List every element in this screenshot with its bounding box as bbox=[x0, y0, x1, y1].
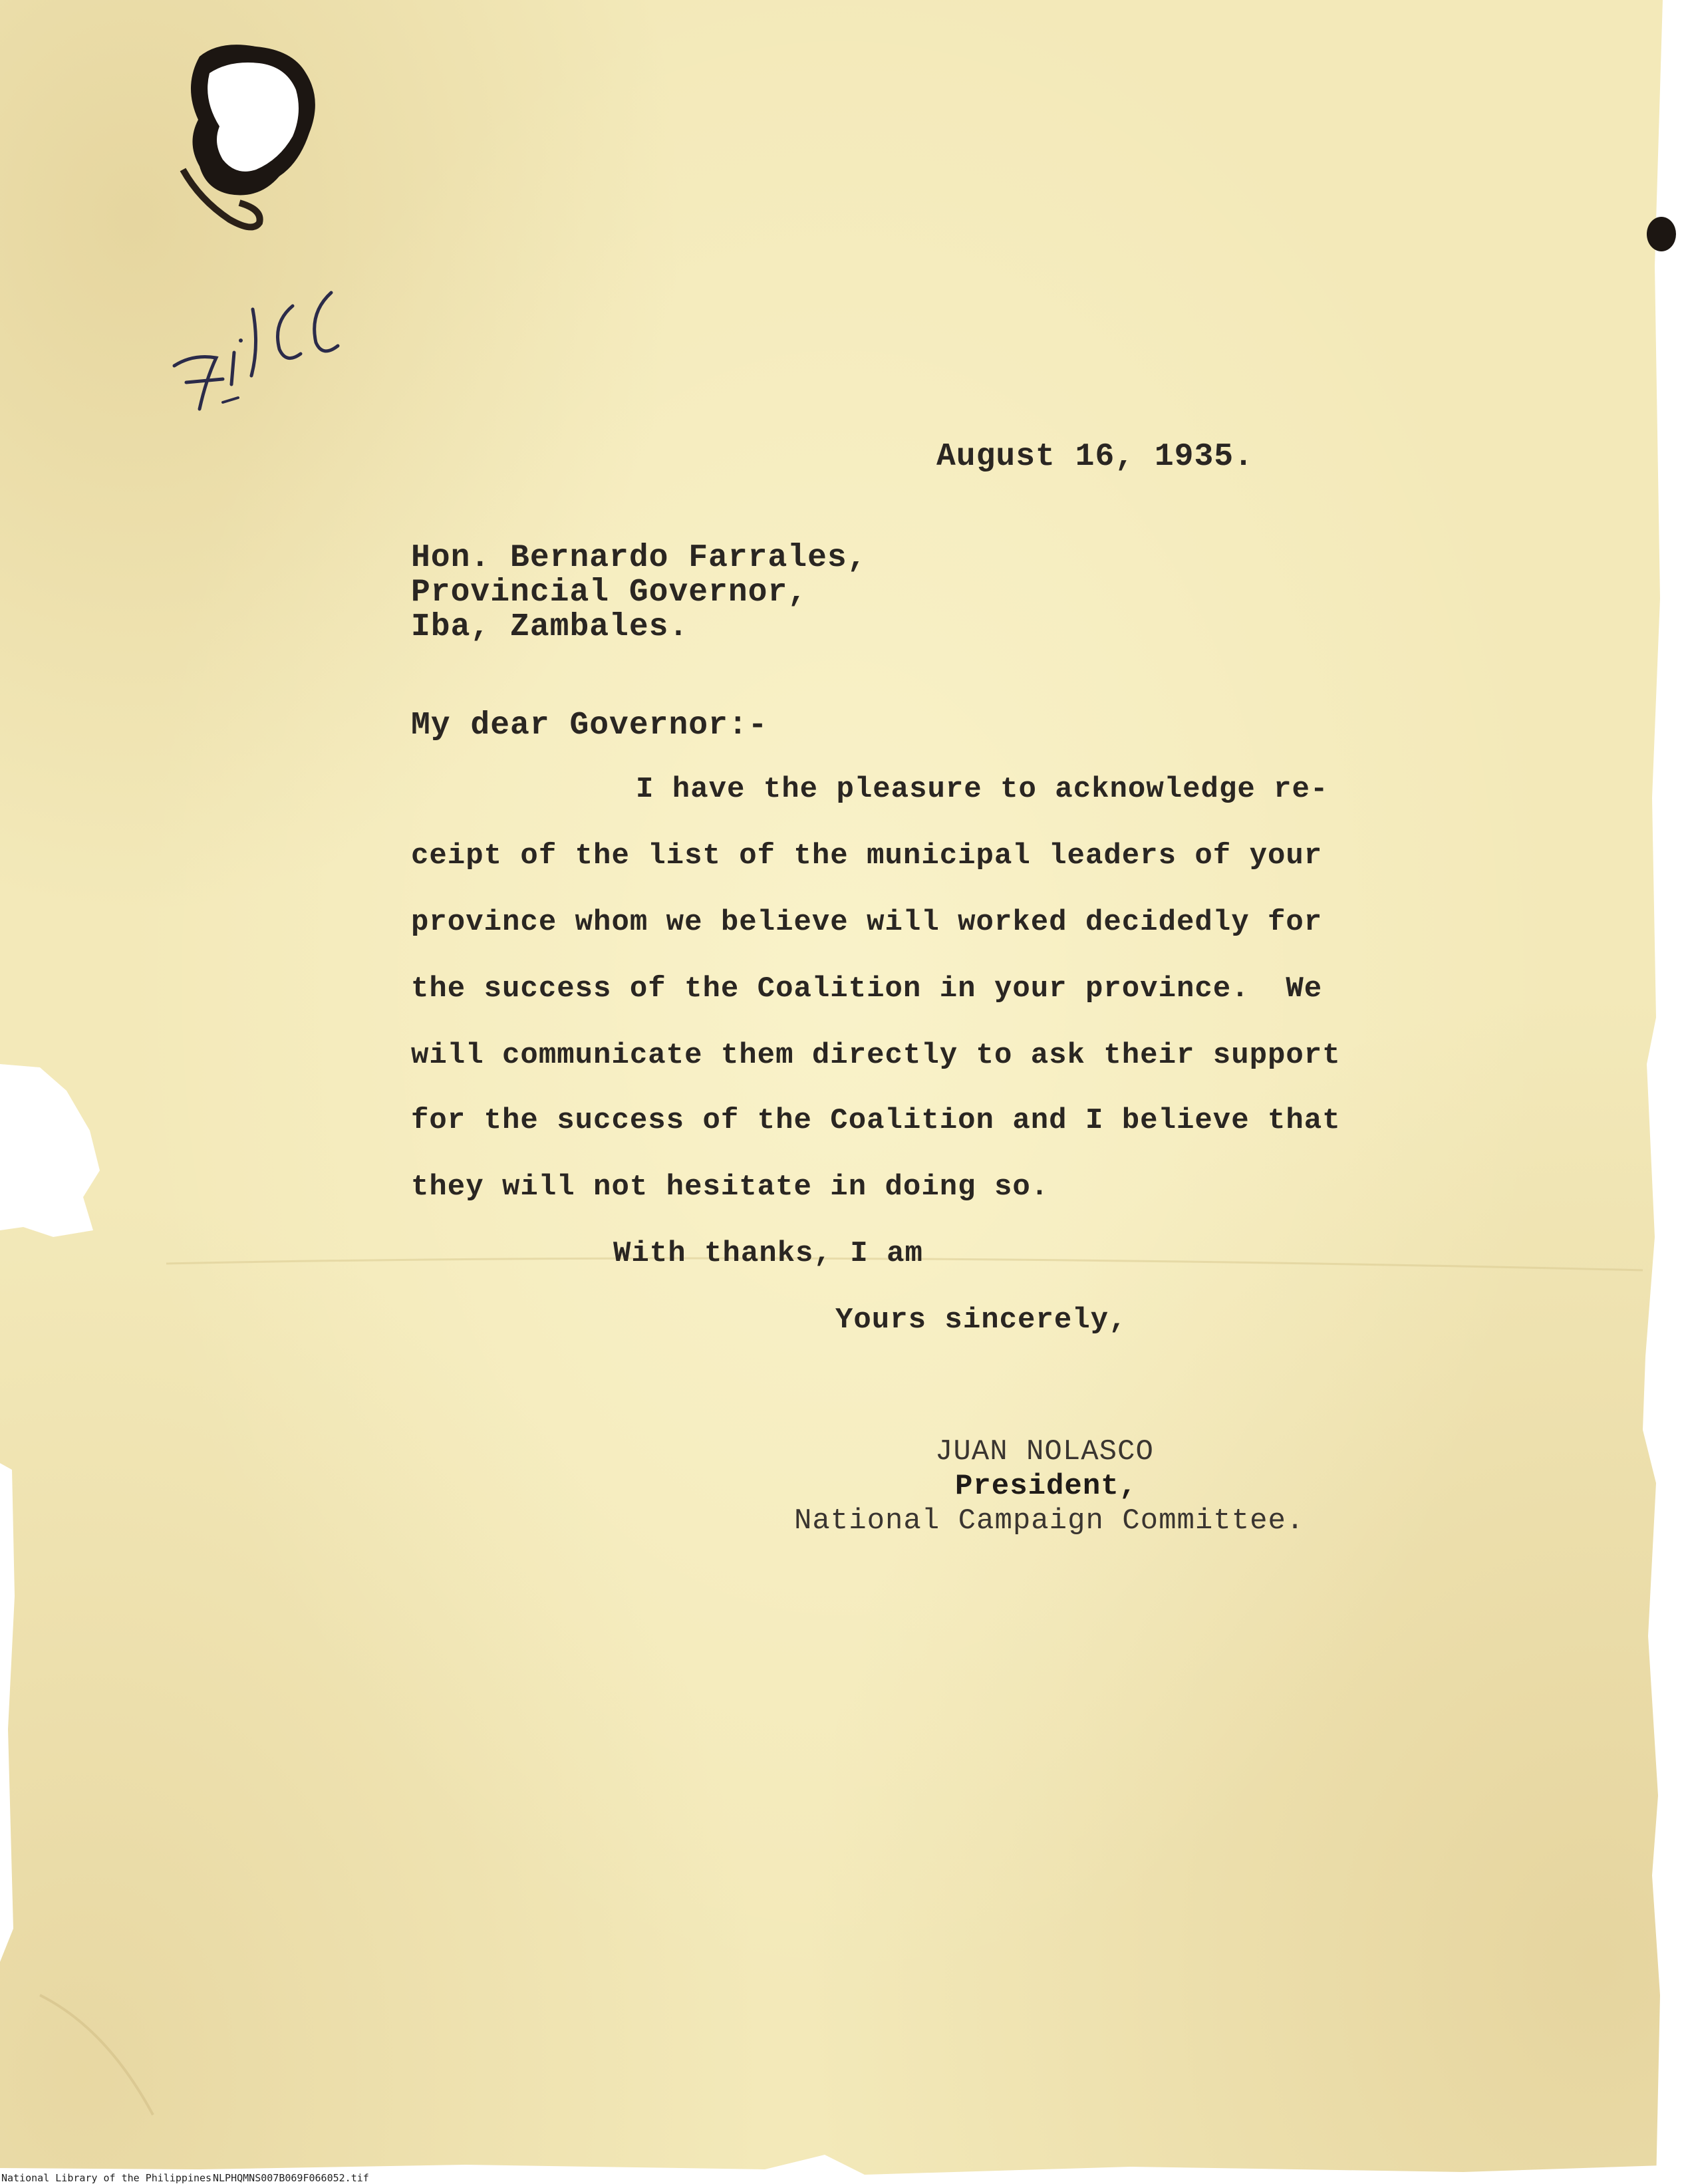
signatory-title: President, bbox=[955, 1470, 1138, 1503]
body-line: I have the pleasure to acknowledge re- bbox=[636, 773, 1329, 806]
archive-library-label: National Library of the Philippines bbox=[1, 2172, 212, 2184]
body-line: ceipt of the list of the municipal leaders of your bbox=[411, 839, 1323, 873]
handwritten-file-note bbox=[160, 279, 359, 419]
closing-line: With thanks, I am bbox=[613, 1237, 923, 1270]
valediction: Yours sincerely, bbox=[835, 1303, 1127, 1337]
salutation: My dear Governor:- bbox=[411, 708, 768, 744]
signatory-organization: National Campaign Committee. bbox=[794, 1504, 1305, 1538]
addressee-line-name: Hon. Bernardo Farrales, bbox=[411, 540, 867, 576]
signatory-name: JUAN NOLASCO bbox=[935, 1435, 1154, 1468]
body-line: for the success of the Coalition and I believe that bbox=[411, 1104, 1341, 1137]
body-line: province whom we believe will worked decidedly for bbox=[411, 906, 1323, 939]
addressee-line-title: Provincial Governor, bbox=[411, 575, 808, 611]
archive-file-id: NLPHQMNS007B069F066052.tif bbox=[213, 2172, 369, 2184]
letter-date: August 16, 1935. bbox=[936, 439, 1254, 475]
body-line: the success of the Coalition in your province. We bbox=[411, 972, 1323, 1006]
body-line: will communicate them directly to ask their support bbox=[411, 1039, 1341, 1072]
body-line: they will not hesitate in doing so. bbox=[411, 1170, 1050, 1204]
addressee-line-location: Iba, Zambales. bbox=[411, 609, 689, 645]
